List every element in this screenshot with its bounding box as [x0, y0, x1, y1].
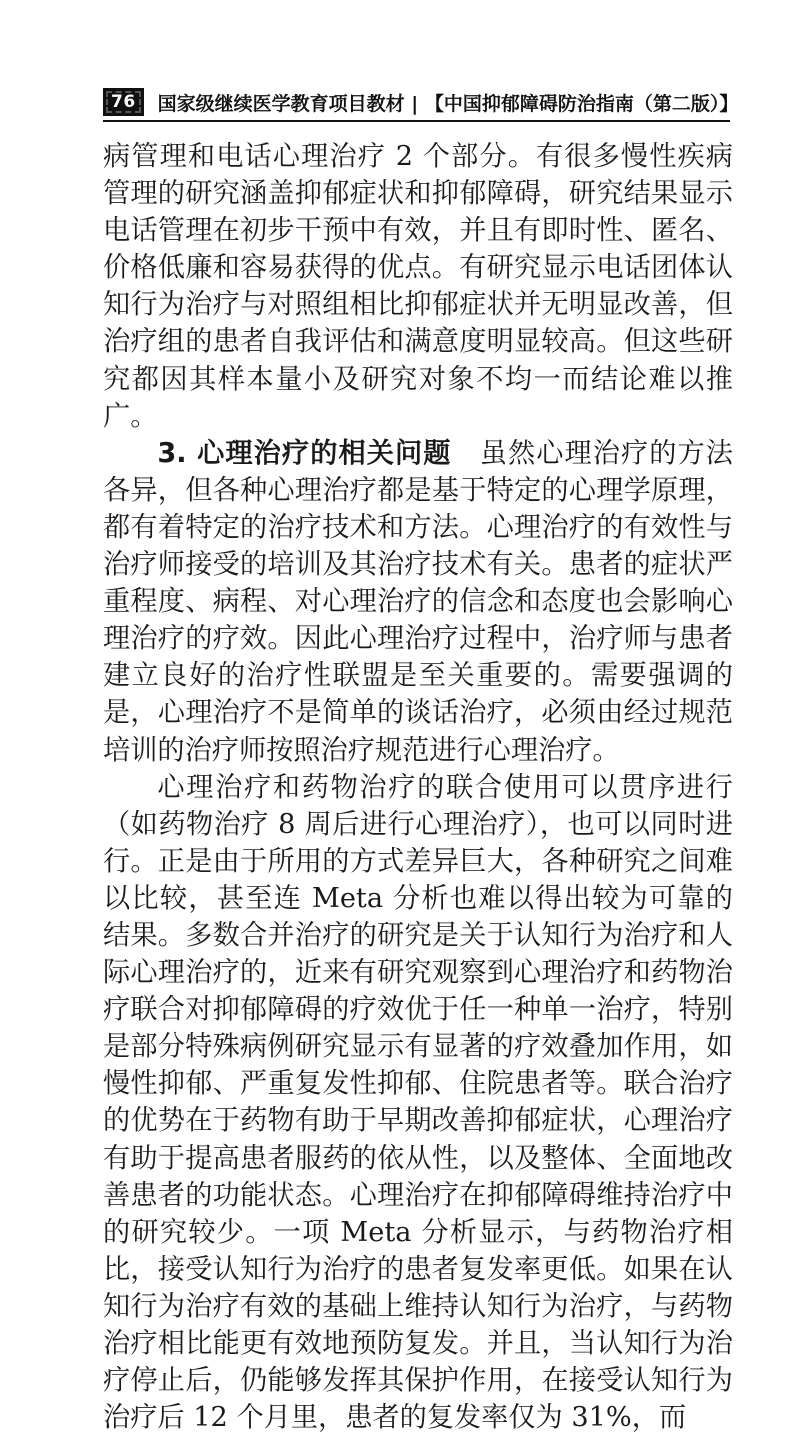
page-number: 76 [103, 88, 144, 116]
paragraph-1: 病管理和电话心理治疗 2 个部分。有很多慢性疾病管理的研究涵盖抑郁症状和抑郁障碍，研究结果显示电话管理在初步干预中有效，并且有即时性、匿名、价格低廉和容易获得的优点。有研究显示电话团体认知行为治疗与对照组相比抑郁症状并无明显改善，但治疗组的患者自我评估和满意度明显较高。但这些研究都因其样本量小及研究对象不均一而结论难以推广。 [103, 141, 733, 432]
section-heading: 3. 心理治疗的相关问题 [157, 437, 452, 469]
paragraph-2 [103, 435, 733, 769]
paragraph-3: 心理治疗和药物治疗的联合使用可以贯序进行（如药物治疗 8 周后进行心理治疗），也可以同时进行。正是由于所用的方式差异巨大，各种研究之间难以比较，甚至连 Meta 分析也难以得出较为可靠的结果。多数合并治疗的研究是关于认知行为治疗和人际心理治疗的，近来有研究观察到心理治疗和药物治疗联合对抑郁障碍的疗效优于任一种单一治疗，特别是部分特殊病例研究显示有显著的疗效叠加作用，如慢性抑郁、严重复发性抑郁、住院患者等。联合治疗的优势在于药物有助于早期改善抑郁症状，心理治疗有助于提高患者服药的依从性，以及整体、全面地改善患者的功能状态。心理治疗在抑郁障碍维持治疗中的研究较少。一项 Meta 分析显示，与药物治疗相比，接受认知行为治疗的患者复发率更低。如果在认知行为治疗有效的基础上维持认知行为治疗，与药物治疗相比能更有效地预防复发。并且，当认知行为治疗停止后，仍能够发挥其保护作用，在接受认知行为治疗后 12 个月里，患者的复发率仅为 31%，而 [103, 771, 733, 1434]
paragraph-2-body: 虽然心理治疗的方法各异，但各种心理治疗都是基于特定的心理学原理，都有着特定的治疗技术和方法。心理治疗的有效性与治疗师接受的培训及其治疗技术有关。患者的症状严重程度、病程、对心理治疗的信念和态度也会影响心理治疗的疗效。因此心理治疗过程中，治疗师与患者建立良好的治疗性联盟是至关重要的。需要强调的是，心理治疗不是简单的谈话治疗，必须由经过规范培训的治疗师按照治疗规范进行心理治疗。 [103, 437, 733, 766]
header-rule [103, 120, 730, 122]
body-text [103, 138, 733, 1436]
running-header [103, 86, 739, 118]
header-title: 国家级继续医学教育项目教材 | 【中国抑郁障碍防治指南（第二版）】 [157, 92, 739, 115]
